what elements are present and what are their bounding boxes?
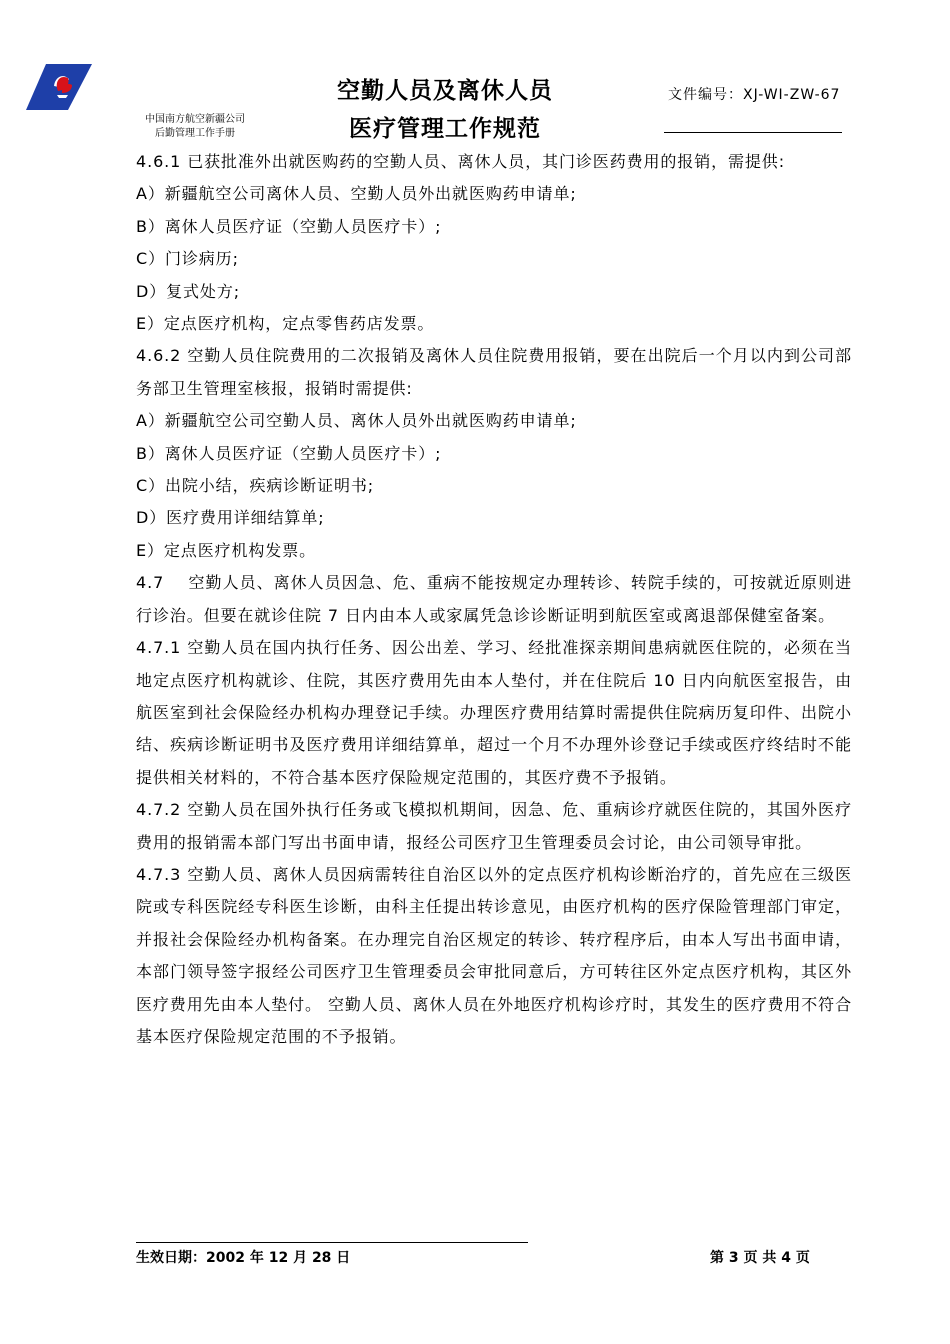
company-line-1: 中国南方航空新疆公司 — [145, 114, 245, 125]
list-item-c: C）出院小结，疾病诊断证明书; — [136, 476, 375, 496]
company-line-2: 后勤管理工作手册 — [155, 128, 235, 139]
list-item-d: D）复式处方; — [136, 281, 241, 301]
list-item-a: A）新疆航空公司空勤人员、离休人员外出就医购药申请单; — [136, 411, 577, 431]
airline-logo-icon — [24, 62, 94, 112]
document-title-line-2: 医疗管理工作规范 — [349, 116, 541, 142]
effective-date: 生效日期：2002 年 12 月 28 日 — [136, 1250, 351, 1266]
list-item-e: E）定点医疗机构，定点零售药店发票。 — [136, 314, 435, 334]
paragraph-4-7: 4.7 空勤人员、离休人员因急、危、重病不能按规定办理转诊、转院手续的，可按就近原则进行诊治。但要在就诊住院 7 日内由本人或家属凭急诊诊断证明到航医室或离退部保健室备案。 — [136, 573, 852, 625]
list-item-c: C）门诊病历; — [136, 249, 239, 269]
company-name — [134, 113, 256, 141]
paragraph-4-7-2: 4.7.2 空勤人员在国外执行任务或飞模拟机期间，因急、危、重病诊疗就医住院的，其国外医疗费用的报销需本部门写出书面申请，报经公司医疗卫生管理委员会讨论，由公司领导审批。 — [136, 800, 852, 852]
list-item-b: B）离休人员医疗证（空勤人员医疗卡）; — [136, 443, 442, 463]
document-title-line-1: 空勤人员及离休人员 — [337, 78, 553, 104]
list-item-d: D）医疗费用详细结算单; — [136, 508, 325, 528]
paragraph-4-6-2: 4.6.2 空勤人员住院费用的二次报销及离休人员住院费用报销，要在出院后一个月以内到公司部务部卫生管理室核报，报销时需提供: — [136, 346, 852, 398]
page-number: 第 3 页 共 4 页 — [710, 1250, 810, 1266]
paragraph-4-7-1: 4.7.1 空勤人员在国内执行任务、因公出差、学习、经批准探亲期间患病就医住院的，必须在当地定点医疗机构就诊、住院，其医疗费用先由本人垫付，并在住院后 10 日内向航医室报告，由航医室到社会保险经办机构办理登记手续。办理医疗费用结算时需提供住院病历复印件、出院小结、疾病诊断证明书及医疗费用详细结算单，超过一个月不办理外诊登记手续或医疗终结时不能提供相关材料的，不符合基本医疗保险规定范围的，其医疗费不予报销。 — [136, 638, 852, 787]
document-number-underline — [664, 132, 842, 133]
document-number: 文件编号：XJ-WI-ZW-67 — [668, 87, 841, 103]
footer-divider — [136, 1242, 528, 1243]
paragraph-4-6-1: 4.6.1 已获批准外出就医购药的空勤人员、离休人员，其门诊医药费用的报销，需提供: — [136, 152, 785, 171]
paragraph-4-7-3: 4.7.3 空勤人员、离休人员因病需转往自治区以外的定点医疗机构诊断治疗的，首先应在三级医院或专科医院经专科医生诊断，由科主任提出转诊意见，由医疗机构的医疗保险管理部门审定，并报社会保险经办机构备案。在办理完自治区规定的转诊、转疗程序后，由本人写出书面申请，本部门领导签字报经公司医疗卫生管理委员会审批同意后，方可转往区外定点医疗机构，其区外医疗费用先由本人垫付。 空勤人员、离休人员在外地医疗机构诊疗时，其发生的医疗费用不符合基本医疗保险规定范围的不予报销。 — [136, 864, 852, 1046]
document-body — [136, 146, 852, 1053]
list-item-e: E）定点医疗机构发票。 — [136, 540, 317, 560]
list-item-a: A）新疆航空公司离休人员、空勤人员外出就医购药申请单; — [136, 184, 577, 204]
list-item-b: B）离休人员医疗证（空勤人员医疗卡）; — [136, 216, 442, 236]
